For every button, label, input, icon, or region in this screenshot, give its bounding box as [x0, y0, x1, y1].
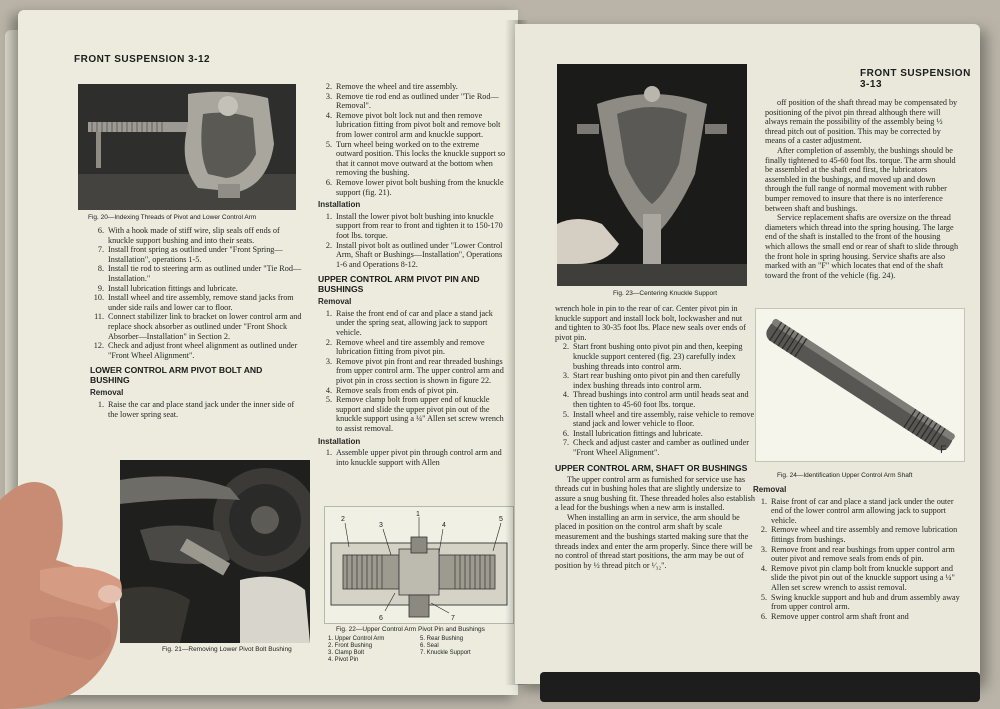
list-item [318, 338, 508, 357]
item-text: With a hook made of stiff wire, slip seals off ends of knuckle support bushing and into their seats. [108, 226, 280, 245]
fig21-caption: Fig. 21—Removing Lower Pivot Bolt Bushing [162, 646, 292, 653]
item-number: 6. [562, 428, 569, 438]
item-text: Raise the front end of car and place a stand jack under the spring seat, allowing jack to support vehicle. [336, 308, 493, 338]
list-item [90, 245, 304, 264]
fig20-caption: Fig. 20—Indexing Threads of Pivot and Lower Control Arm [88, 214, 257, 221]
list-item [90, 312, 304, 341]
item-number: 5. [325, 139, 332, 149]
paragraph: off position of the shaft thread may be compensated by positioning of the pivot pin thread although there will always remain the possibility of the assembly being ½ thread pitch out of position. This may be corrected by means of a caster adjustment. [765, 98, 958, 146]
item-text: Remove tie rod end as outlined under "Tie Rod—Removal". [336, 91, 499, 111]
item-text: Remove pivot bolt lock nut and then remove lubrication fitting from pivot bolt and remove bolt from lower control arm and knuckle support. [336, 110, 501, 139]
subheading: Removal [753, 485, 787, 494]
list-item [318, 448, 508, 467]
list-item [318, 178, 508, 197]
paragraph: wrench hole in pin to the rear of car. Center pivot pin in knuckle support and install lock bolt, lockwasher and nut and tighten to 30-35 foot lbs. Place new seals over ends of pivot pin. [555, 304, 746, 342]
list-item [555, 342, 755, 371]
item-text: Remove upper control arm shaft front and [771, 611, 909, 621]
item-text: Install the lower pivot bolt bushing into knuckle support from rear to front and tighten it to 150-170 foot lbs. torque. [336, 211, 503, 240]
section-heading: LOWER CONTROL ARM PIVOT BOLT AND BUSHING [90, 365, 263, 386]
list-item [318, 386, 508, 396]
item-number: 4. [760, 563, 767, 573]
legend-item: 5. Rear Bushing [420, 636, 464, 642]
item-text: Raise front of car and place a stand jack under the outer end of the lower control arm allowing jack to support vehicle. [771, 496, 954, 525]
item-number: 6. [97, 226, 104, 235]
item-text: Connect stabilizer link to bracket on lower control arm and replace shock absorber as outlined under "Front Shock Absorber—Installation" in Section 2. [108, 312, 302, 341]
list-item [318, 241, 508, 270]
fig23-caption: Fig. 23—Centering Knuckle Support [613, 290, 718, 297]
list-item [318, 140, 508, 178]
item-number: 2. [760, 525, 767, 535]
fig22-callout: 2 [341, 516, 345, 523]
item-text: Remove pivot pin clamp bolt from knuckle support and slide the pivot pin out of the knuckle support using a ¼" Allen set screw wrench to assist removal. [771, 563, 955, 592]
item-text: Start rear bushing onto pivot pin and then carefully index bushing threads into control arm. [573, 371, 741, 390]
item-number: 1. [325, 448, 332, 458]
fig22-callout: 4 [442, 522, 446, 529]
list-item [90, 226, 304, 245]
item-text: Start front bushing onto pivot pin and then, keeping knuckle support centered (fig. 23) carefully index bushing threads into control arm. [573, 342, 743, 371]
item-number: 1. [325, 308, 332, 318]
item-text: Remove clamp bolt from upper end of knuckle support and slide the upper pivot pin out of the knuckle support using a ¼" Allen set screw wrench to assist removal. [336, 395, 504, 433]
item-number: 2. [325, 240, 332, 250]
fig22-caption: Fig. 22—Upper Control Arm Pivot Pin and Bushings [336, 626, 485, 633]
item-number: 6. [325, 177, 332, 187]
right-page-column-2 [765, 98, 960, 280]
item-number: 5. [325, 395, 332, 405]
item-text: Remove the wheel and tire assembly. [336, 82, 458, 91]
list-item [90, 284, 304, 294]
item-number: 2. [325, 82, 332, 91]
list-item [753, 497, 965, 526]
left-page-header: FRONT SUSPENSION 3-12 [74, 54, 211, 65]
legend-item: 1. Upper Control Arm [328, 636, 385, 642]
item-text: Check and adjust front wheel alignment as outlined under "Front Wheel Alignment". [108, 341, 298, 360]
item-text: Install lubrication fittings and lubricate. [108, 283, 238, 293]
item-number: 3. [325, 356, 332, 366]
list-item [318, 212, 508, 241]
book-spine [540, 672, 980, 702]
item-text: Turn wheel being worked on to the extreme outward position. This locks the knuckle support so that it cannot move outward at the bottom when removing the bushing. [336, 139, 506, 178]
item-number: 10. [93, 293, 104, 303]
paragraph: The upper control arm as furnished for service use has threads cut in bushing holes that are slightly undersize to assure a snug bushing fit. These threaded holes also establish a lead for the bushings when a new arm is installed. [555, 474, 755, 513]
fig23-photo [557, 64, 747, 286]
right-page-column-3 [753, 482, 965, 621]
item-number: 4. [562, 390, 569, 400]
list-item [90, 293, 304, 312]
list-item [90, 400, 304, 419]
section-heading: UPPER CONTROL ARM PIVOT PIN AND BUSHINGS [318, 274, 480, 295]
fig20-photo [78, 84, 296, 210]
item-number: 6. [760, 611, 767, 621]
fig20-illustration [78, 84, 296, 210]
fig22-callout: 1 [416, 511, 420, 518]
item-text: Raise the car and place stand jack under the inner side of the lower spring seat. [108, 399, 295, 419]
legend-item: 3. Clamp Bolt [328, 650, 365, 656]
list-item [555, 390, 755, 409]
fig24-caption: Fig. 24—Identification Upper Control Arm Shaft [777, 472, 913, 479]
item-number: 4. [325, 110, 332, 120]
item-number: 2. [325, 337, 332, 347]
list-item [318, 111, 508, 140]
item-text: Remove front and rear bushings from upper control arm outer pivot and remove seals from ends of pin. [771, 544, 955, 564]
legend-item: 4. Pivot Pin [328, 657, 359, 663]
right-page [515, 24, 980, 684]
item-number: 5. [760, 592, 767, 602]
item-text: Swing knuckle support and hub and drum assembly away from upper control arm. [771, 592, 960, 612]
list-item [318, 92, 508, 111]
fig24-f-mark: F [940, 444, 947, 456]
item-number: 2. [562, 342, 569, 352]
list-item [753, 564, 965, 593]
legend-item: 2. Front Bushing [328, 643, 373, 649]
right-page-column-1 [555, 304, 755, 570]
item-number: 7. [97, 245, 104, 255]
right-page-header: FRONT SUSPENSION 3-13 [860, 68, 971, 90]
item-number: 1. [325, 211, 332, 221]
item-text: Thread bushings into control arm until heads seat and then tighten to 45-60 foot lbs. torque. [573, 390, 749, 409]
subheading: Installation [318, 200, 361, 210]
list-item [753, 545, 965, 564]
list-item [753, 612, 965, 622]
paragraph: When installing an arm in service, the arm should be placed in position on the control arm shaft by scale measurement and the bushings started making sure that the threads index and enter the arm properly. Since there will be no control of thread start positions, the arm may be out of position by ½ thread pitch or ¹⁄₃₂". [555, 512, 753, 570]
item-text: Install pivot bolt as outlined under "Lower Control Arm, Shaft or Bushings—Installation", Operations 1-6 and Operations 8-12. [336, 240, 503, 269]
item-text: Install tie rod to steering arm as outlined under "Tie Rod—Installation." [108, 264, 302, 283]
paragraph: Service replacement shafts are oversize on the thread diameters which thread into the spring housing. The large end of the shaft is installed to the front of the housing which allows the small end or rear of shaft to slide through the front hole in spring housing. Service shafts are also marked with an "F" which locates that end of the shaft toward the front of the vehicle (fig. 24). [765, 213, 959, 280]
item-text: Remove lower pivot bolt bushing from the knuckle support (fig. 21). [336, 177, 504, 197]
list-item [318, 309, 508, 338]
item-number: 12. [93, 341, 104, 351]
item-number: 11. [94, 312, 104, 322]
fig22-callout: 5 [499, 516, 503, 523]
subheading: Removal [318, 297, 352, 307]
left-page-column-2 [318, 82, 508, 467]
item-number: 7. [562, 438, 569, 448]
item-text: Install wheel and tire assembly, remove stand jacks from under side rails and lower car to floor. [108, 293, 294, 312]
legend-item: 6. Seal [420, 643, 439, 649]
list-item [555, 438, 755, 457]
item-number: 4. [325, 385, 332, 395]
item-text: Remove seals from ends of pivot pin. [336, 385, 459, 395]
item-text: Remove wheel and tire assembly and remove lubrication fittings from bushings. [771, 525, 958, 544]
left-page-column-1 [90, 226, 304, 419]
hand [0, 470, 160, 709]
subheading: Removal [90, 388, 124, 398]
item-text: Check and adjust caster and camber as outlined under "Front Wheel Alignment". [573, 438, 749, 457]
item-text: Install front spring as outlined under "Front Spring—Installation", operations 1-5. [108, 245, 283, 264]
fig22-legend [328, 636, 508, 664]
fig24-photo [755, 308, 965, 462]
list-item [90, 341, 304, 360]
fig22-callout: 6 [379, 615, 383, 622]
item-text: Install wheel and tire assembly, raise vehicle to remove stand jack and lower vehicle to floor. [573, 409, 755, 429]
item-text: Assemble upper pivot pin through control arm and into knuckle support with Allen [336, 448, 502, 467]
item-number: 9. [97, 283, 104, 293]
fig23-illustration [557, 64, 747, 286]
item-number: 5. [562, 409, 569, 419]
fig22-callout: 3 [379, 522, 383, 529]
list-item [318, 82, 508, 92]
fig24-illustration [756, 309, 964, 461]
list-item [555, 371, 755, 390]
item-number: 3. [562, 371, 569, 381]
list-item [555, 410, 755, 429]
fig22-drawing [324, 506, 514, 624]
item-text: Remove wheel and tire assembly and remove lubrication fitting from pivot pin. [336, 337, 485, 357]
item-number: 1. [760, 496, 767, 506]
item-number: 3. [325, 91, 332, 101]
section-heading: UPPER CONTROL ARM, SHAFT OR BUSHINGS [555, 462, 748, 473]
list-item [753, 525, 965, 544]
item-number: 8. [97, 264, 104, 274]
item-text: Remove pivot pin front and rear threaded bushings from upper control arm. The upper control arm and pivot pin in cross section is shown in figure 22. [336, 356, 504, 386]
list-item [318, 357, 508, 386]
subheading: Installation [318, 436, 361, 446]
item-text: Install lubrication fittings and lubricate. [573, 428, 703, 438]
fig22-callout: 7 [451, 615, 455, 622]
paragraph: After completion of assembly, the bushings should be finally tightened to 45-60 foot lbs. torque. The arm should be assembled at the shaft end first, the lubricators assembled in the bushings, and moved up and down through the full range of normal movement with rubber bumper removed to insure that there is no interference between shaft and bushings. [765, 145, 956, 213]
list-item [555, 429, 755, 439]
list-item [318, 395, 508, 433]
list-item [753, 593, 965, 612]
fig22-illustration [325, 507, 513, 623]
legend-item: 7. Knuckle Support [420, 650, 471, 656]
item-number: 1. [97, 399, 104, 409]
item-number: 3. [760, 544, 767, 554]
list-item [90, 264, 304, 283]
